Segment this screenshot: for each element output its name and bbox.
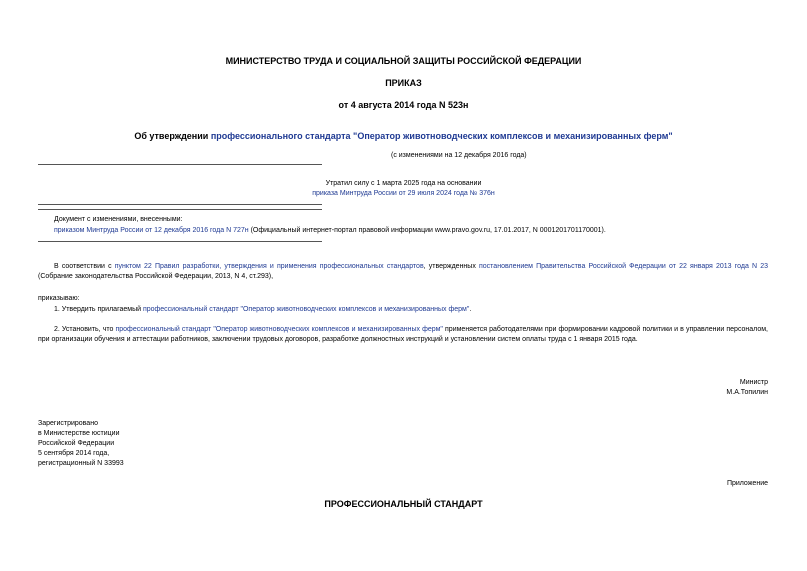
item-2-paragraph [38, 325, 768, 345]
doc-type-heading: ПРИКАЗ [385, 78, 422, 88]
divider-2 [38, 204, 322, 205]
expiry-note [0, 179, 807, 199]
expiry-text: Утратил силу с 1 марта 2025 года на основании [325, 180, 482, 187]
ministry-heading: МИНИСТЕРСТВО ТРУДА И СОЦИАЛЬНОЙ ЗАЩИТЫ РОССИЙСКОЙ ФЕДЕРАЦИИ [225, 56, 582, 66]
amendment-note: (с изменениями на 12 декабря 2016 года) [391, 152, 527, 159]
item-2-text: 2. Установить, что [54, 326, 116, 333]
government-decree-link[interactable]: постановлением Правительства Российской Федерации от 22 января 2013 года N 23 [479, 263, 768, 270]
title-standard-link[interactable]: профессионального стандарта "Оператор животноводческих комплексов и механизированных ферм" [210, 131, 673, 141]
registration-line-3: Российской Федерации [38, 440, 115, 447]
preamble-text-2: , утвержденных [423, 263, 479, 270]
appendix-label: Приложение [726, 480, 768, 487]
signature-name: М.А.Топилин [726, 389, 768, 396]
changes-source: (Официальный интернет-портал правовой информации www.pravo.gov.ru, 17.01.2017, N 0001201701170001). [248, 227, 606, 234]
title-prefix: Об утверждении [134, 131, 211, 141]
registration-line-4: 5 сентября 2014 года, [38, 450, 110, 457]
divider-3 [38, 209, 322, 210]
document-title [0, 131, 807, 141]
preamble-text-3: (Собрание законодательства Российской Федерации, 2013, N 4, ст.293), [38, 273, 274, 280]
signature-title: Министр [739, 379, 768, 386]
divider-1 [38, 164, 322, 165]
standard-heading: ПРОФЕССИОНАЛЬНЫЙ СТАНДАРТ [324, 499, 483, 509]
divider-4 [38, 241, 322, 242]
changes-order-link[interactable]: приказом Минтруда России от 12 декабря 2016 года N 727н [54, 227, 249, 234]
registration-block [38, 419, 124, 469]
registration-line-5: регистрационный N 33993 [38, 460, 124, 467]
item-1-end: . [469, 306, 472, 313]
changes-label: Документ с изменениями, внесенными: [54, 216, 183, 223]
item-1-paragraph [54, 305, 768, 315]
item-1-text: 1. Утвердить прилагаемый [54, 306, 143, 313]
item-1-standard-link[interactable]: профессиональный стандарт "Оператор животноводческих комплексов и механизированных ферм" [142, 306, 470, 313]
changes-line [54, 226, 774, 236]
item-2-standard-link[interactable]: профессиональный стандарт "Оператор животноводческих комплексов и механизированных ферм" [115, 326, 443, 333]
registration-line-2: в Министерстве юстиции [38, 430, 120, 437]
rules-clause-link[interactable]: пунктом 22 Правил разработки, утверждения и применения профессиональных стандартов [114, 263, 424, 270]
signature-block [568, 378, 768, 398]
expiry-order-link[interactable]: приказа Минтруда России от 29 июля 2024 года № 376н [312, 190, 495, 197]
preamble-paragraph [38, 262, 768, 282]
preamble-text-1: В соответствии с [54, 263, 115, 270]
date-number-heading: от 4 августа 2014 года N 523н [338, 100, 469, 110]
registration-line-1: Зарегистрировано [38, 420, 98, 427]
order-word: приказываю: [38, 295, 80, 302]
item-2-rest: применяется работодателями при формировании кадровой политики и в управлении персоналом, при организации обучения и аттестации работников, заключении трудовых договоров, разработке должностных инструкций и установлении систем оплаты труда с 1 января 2015 года. [38, 326, 768, 343]
